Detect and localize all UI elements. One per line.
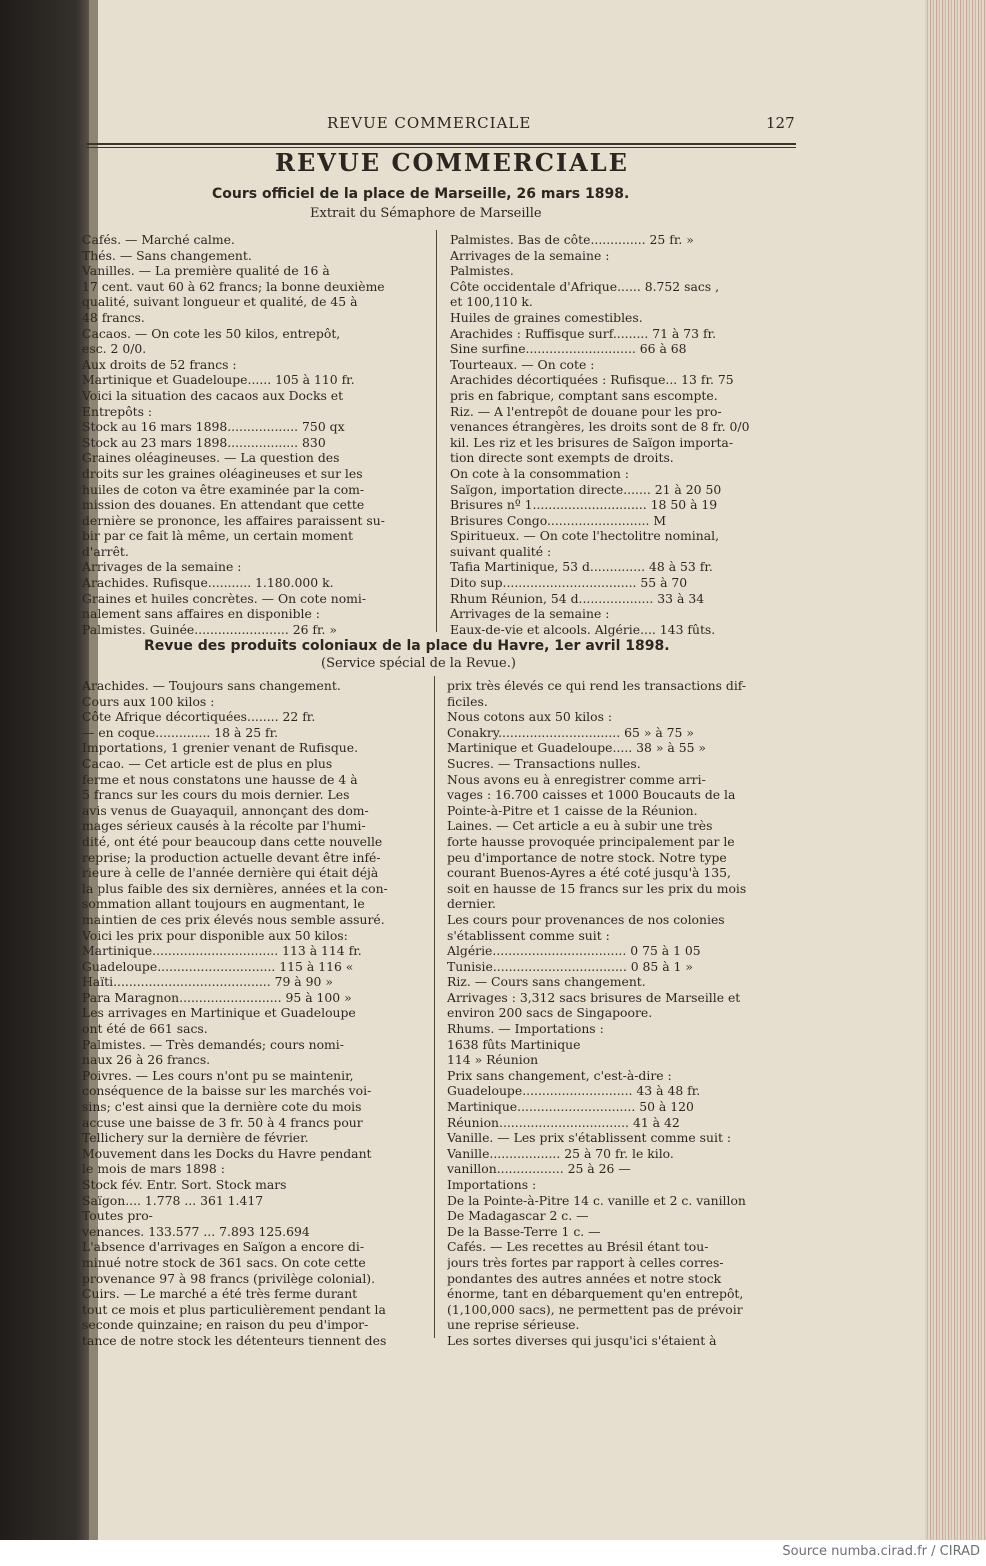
text-line: Nous avons eu à enregistrer comme arri- — [447, 771, 706, 787]
text-line: Martinique................................ 113 à 114 fr. — [82, 943, 362, 959]
text-line: Laines. — Cet article a eu à subir une très — [447, 818, 713, 834]
text-line: prix très élevés ce qui rend les transactions dif- — [447, 678, 747, 693]
text-line: Les arrivages en Martinique et Guadeloupe — [82, 1005, 356, 1021]
text-line: On cote à la consommation : — [450, 465, 629, 481]
text-line: une reprise sérieuse. — [447, 1317, 580, 1333]
text-line: Graines oléagineuses. — La question des — [82, 450, 340, 466]
text-line: Palmistes. — [450, 263, 514, 279]
text-line: 1638 fûts Martinique — [447, 1036, 581, 1052]
text-line: Riz. — Cours sans changement. — [447, 974, 646, 990]
text-line: rieure à celle de l'année dernière qui était déjà — [82, 865, 379, 881]
text-line: naux 26 à 26 francs. — [82, 1052, 211, 1068]
text-line: Réunion................................. 41 à 42 — [447, 1114, 680, 1130]
text-line: Vanille. — Les prix s'établissent comme suit : — [447, 1130, 732, 1146]
source-credit: Source numba.cirad.fr / CIRAD — [782, 1544, 980, 1559]
text-line: Haïti........................................ 79 à 90 » — [82, 974, 333, 990]
section1-title: Cours officiel de la place de Marseille, 26 mars 1898. — [212, 186, 630, 202]
text-line: venances étrangères, les droits sont de 8 fr. 0/0 — [450, 419, 750, 435]
text-line: s'établissent comme suit : — [447, 927, 610, 943]
text-line: — en coque.............. 18 à 25 fr. — [82, 724, 279, 740]
text-line: provenance 97 à 98 francs (privilège colonial). — [82, 1270, 376, 1286]
text-line: sommation allant toujours en augmentant, le — [82, 896, 365, 912]
section1-subtitle: Extrait du Sémaphore de Marseille — [310, 206, 542, 221]
text-line: Cours aux 100 kilos : — [82, 693, 215, 709]
text-line: Tourteaux. — On cote : — [450, 356, 595, 372]
text-line: Palmistes. Guinée........................ 26 fr. » — [82, 621, 338, 637]
text-line: d'arrêt. — [82, 543, 129, 559]
text-line: sins; c'est ainsi que la dernière cote du mois — [82, 1099, 362, 1115]
section2-column-left — [82, 678, 425, 1349]
text-line: ont été de 661 sacs. — [82, 1021, 208, 1037]
text-line: Mouvement dans les Docks du Havre pendant — [82, 1145, 372, 1161]
text-line: Rhum Réunion, 54 d................... 33 à 34 — [450, 590, 705, 606]
main-title: REVUE COMMERCIALE — [275, 148, 629, 177]
header-rule — [86, 143, 796, 145]
text-line: tion directe sont exempts de droits. — [450, 450, 674, 466]
text-line: Tunisie.................................. 0 85 à 1 » — [447, 958, 693, 974]
text-line: jours très fortes par rapport à celles corres- — [447, 1254, 724, 1270]
text-line: Martinique.............................. 50 à 120 — [447, 1099, 694, 1115]
text-line: dernière se prononce, les affaires paraissent su- — [82, 512, 385, 528]
text-line: tout ce mois et plus particulièrement pendant la — [82, 1301, 386, 1317]
text-line: esc. 2 0/0. — [82, 341, 147, 357]
text-line: reprise; la production actuelle devant être infé- — [82, 849, 381, 865]
text-line: ficiles. — [447, 693, 488, 709]
text-line: Voici la situation des cacaos aux Docks et — [82, 387, 344, 403]
text-line: Sine surfine............................ 66 à 68 — [450, 341, 687, 357]
text-line: kil. Les riz et les brisures de Saïgon importa- — [450, 434, 734, 450]
text-line: Stock fév. Entr. Sort. Stock mars — [82, 1177, 287, 1192]
text-line: Eaux-de-vie et alcools. Algérie.... 143 fûts. — [450, 621, 716, 637]
text-line: Cafés. — Marché calme. — [82, 232, 235, 247]
text-line: énorme, tant en débarquement qu'en entrepôt, — [447, 1286, 744, 1302]
text-line: Conakry............................... 65 » à 75 » — [447, 724, 694, 740]
text-line: droits sur les graines oléagineuses et sur les — [82, 465, 363, 481]
section1-column-left — [82, 232, 425, 637]
text-line: Martinique et Guadeloupe...... 105 à 110 fr. — [82, 372, 355, 388]
text-line: Guadeloupe............................ 43 à 48 fr. — [447, 1083, 701, 1099]
text-line: De la Pointe-à-Pitre 14 c. vanille et 2 c. vanillon — [447, 1192, 746, 1208]
column-divider — [436, 230, 437, 632]
running-title: REVUE COMMERCIALE — [327, 114, 532, 132]
text-line: Entrepôts : — [82, 403, 153, 419]
page-number: 127 — [766, 114, 795, 132]
text-line: Stock au 16 mars 1898.................. 750 qx — [82, 419, 345, 435]
text-line: et 100,110 k. — [450, 294, 533, 310]
text-line: Sucres. — Transactions nulles. — [447, 755, 641, 771]
text-line: environ 200 sacs de Singapoore. — [447, 1005, 653, 1021]
text-line: Cacao. — Cet article est de plus en plus — [82, 755, 333, 771]
text-line: Thés. — Sans changement. — [82, 247, 252, 263]
text-line: vanillon................. 25 à 26 — — [447, 1161, 631, 1177]
text-line: Poivres. — Les cours n'ont pu se maintenir, — [82, 1067, 354, 1083]
text-line: Importations : — [447, 1177, 537, 1192]
text-line: avis venus de Guayaquil, annonçant des dom- — [82, 802, 369, 818]
text-line: huiles de coton va être examinée par la com- — [82, 481, 365, 497]
text-line: pondantes des autres années et notre stock — [447, 1270, 722, 1286]
text-line: tance de notre stock les détenteurs tiennent des — [82, 1332, 387, 1348]
text-line: Spiritueux. — On cote l'hectolitre nominal, — [450, 528, 720, 544]
section2-column-right — [447, 678, 795, 1349]
text-line: L'absence d'arrivages en Saïgon a encore di- — [82, 1239, 365, 1255]
text-line: Huiles de graines comestibles. — [450, 309, 643, 325]
text-line: minué notre stock de 361 sacs. On cote cette — [82, 1254, 366, 1270]
text-line: Tafia Martinique, 53 d.............. 48 à 53 fr. — [450, 559, 713, 575]
text-line: Rhums. — Importations : — [447, 1021, 604, 1037]
text-line: Brisures Congo.......................... M — [450, 512, 667, 528]
text-line: Guadeloupe.............................. 115 à 116 « — [82, 958, 354, 974]
text-line: 17 cent. vaut 60 à 62 francs; la bonne deuxième — [82, 278, 385, 294]
text-line: Cafés. — Les recettes au Brésil étant tou- — [447, 1239, 709, 1255]
text-line: (1,100,000 sacs), ne permettent pas de prévoir — [447, 1301, 743, 1317]
column-divider — [434, 676, 435, 1338]
text-line: Palmistes. Bas de côte.............. 25 fr. » — [450, 232, 694, 247]
text-line: courant Buenos-Ayres a été coté jusqu'à 135, — [447, 865, 731, 881]
text-line: qualité, suivant longueur et qualité, de 45 à — [82, 294, 358, 310]
text-line: vages : 16.700 caisses et 1000 Boucauts de la — [447, 787, 736, 803]
text-line: Tellichery sur la dernière de février. — [82, 1130, 309, 1146]
text-line: accuse une baisse de 3 fr. 50 à 4 francs pour — [82, 1114, 363, 1130]
text-line: Stock au 23 mars 1898.................. 830 — [82, 434, 326, 450]
text-line: Graines et huiles concrètes. — On cote nomi- — [82, 590, 367, 606]
text-line: maintien de ces prix élevés nous semble assuré. — [82, 911, 385, 927]
text-line: dernier. — [447, 896, 496, 912]
text-line: Saïgon.... 1.778 ... 361 1.417 — [82, 1192, 264, 1208]
text-line: venances. 133.577 ... 7.893 125.694 — [82, 1223, 310, 1239]
text-line: mages sérieux causés à la récolte par l'humi- — [82, 818, 366, 834]
text-line: Arachides. — Toujours sans changement. — [82, 678, 341, 693]
text-line: Importations, 1 grenier venant de Rufisque. — [82, 740, 359, 756]
text-line: Arachides. Rufisque........... 1.180.000 k. — [82, 575, 334, 591]
page-edges-right — [925, 0, 986, 1540]
text-line: Voici les prix pour disponible aux 50 kilos: — [82, 927, 348, 943]
text-line: mission des douanes. En attendant que cette — [82, 497, 365, 513]
text-line: De Madagascar 2 c. — — [447, 1208, 589, 1224]
text-line: De la Basse-Terre 1 c. — — [447, 1223, 601, 1239]
text-line: Arachides décortiquées : Rufisque... 13 fr. 75 — [450, 372, 734, 388]
text-line: 114 » Réunion — [447, 1052, 539, 1068]
text-line: Para Maragnon.......................... 95 à 100 » — [82, 989, 352, 1005]
text-line: Les cours pour provenances de nos colonies — [447, 911, 725, 927]
text-line: Les sortes diverses qui jusqu'ici s'étaient à — [447, 1332, 717, 1348]
text-line: forte hausse provoquée principalement par le — [447, 833, 735, 849]
text-line: Saïgon, importation directe....... 21 à 20 50 — [450, 481, 722, 497]
text-line: peu d'importance de notre stock. Notre type — [447, 849, 727, 865]
text-line: Arachides : Ruffisque surf......... 71 à 73 fr. — [450, 325, 717, 341]
book-binding-left — [0, 0, 95, 1540]
text-line: 48 francs. — [82, 309, 145, 325]
text-line: Arrivages de la semaine : — [82, 559, 242, 575]
text-line: Palmistes. — Très demandés; cours nomi- — [82, 1036, 344, 1052]
text-line: Cacaos. — On cote les 50 kilos, entrepôt, — [82, 325, 341, 341]
text-line: bir par ce fait là même, un certain moment — [82, 528, 353, 544]
text-line: soit en hausse de 15 francs sur les prix du mois — [447, 880, 747, 896]
text-line: Vanilles. — La première qualité de 16 à — [82, 263, 330, 279]
text-line: Côte occidentale d'Afrique...... 8.752 sacs , — [450, 278, 720, 294]
text-line: Martinique et Guadeloupe..... 38 » à 55 » — [447, 740, 706, 756]
text-line: Cuirs. — Le marché a été très ferme durant — [82, 1286, 358, 1302]
text-line: Arrivages : 3,312 sacs brisures de Marseille et — [447, 989, 741, 1005]
text-line: le mois de mars 1898 : — [82, 1161, 225, 1177]
text-line: suivant qualité : — [450, 543, 552, 559]
text-line: 5 francs sur les cours du mois dernier. Les — [82, 787, 350, 803]
text-line: Algérie.................................. 0 75 à 1 05 — [447, 943, 701, 959]
text-line: pris en fabrique, comptant sans escompte. — [450, 387, 718, 403]
section1-column-right — [450, 232, 795, 637]
text-line: Arrivages de la semaine : — [450, 247, 610, 263]
text-line: seconde quinzaine; en raison du peu d'impor- — [82, 1317, 369, 1333]
text-line: Toutes pro- — [82, 1208, 153, 1224]
text-line: dité, ont été pour beaucoup dans cette nouvelle — [82, 833, 383, 849]
text-line: Pointe-à-Pitre et 1 caisse de la Réunion. — [447, 802, 698, 818]
text-line: Riz. — A l'entrepôt de douane pour les pro- — [450, 403, 722, 419]
text-line: Vanille.................. 25 à 70 fr. le kilo. — [447, 1145, 674, 1161]
text-line: Aux droits de 52 francs : — [82, 356, 237, 372]
text-line: Dito sup.................................. 55 à 70 — [450, 575, 688, 591]
text-line: Prix sans changement, c'est-à-dire : — [447, 1067, 672, 1083]
text-line: Brisures nº 1............................. 18 50 à 19 — [450, 497, 718, 513]
section2-title: Revue des produits coloniaux de la place du Havre, 1er avril 1898. — [144, 638, 670, 654]
text-line: Arrivages de la semaine : — [450, 606, 610, 622]
text-line: Côte Afrique décortiquées........ 22 fr. — [82, 709, 316, 725]
text-line: nalement sans affaires en disponible : — [82, 606, 320, 622]
text-line: la plus faible des six dernières, années et la con- — [82, 880, 388, 896]
text-line: ferme et nous constatons une hausse de 4 à — [82, 771, 358, 787]
text-line: conséquence de la baisse sur les marchés voi- — [82, 1083, 372, 1099]
section2-subtitle: (Service spécial de la Revue.) — [321, 656, 516, 671]
text-line: Nous cotons aux 50 kilos : — [447, 709, 613, 725]
